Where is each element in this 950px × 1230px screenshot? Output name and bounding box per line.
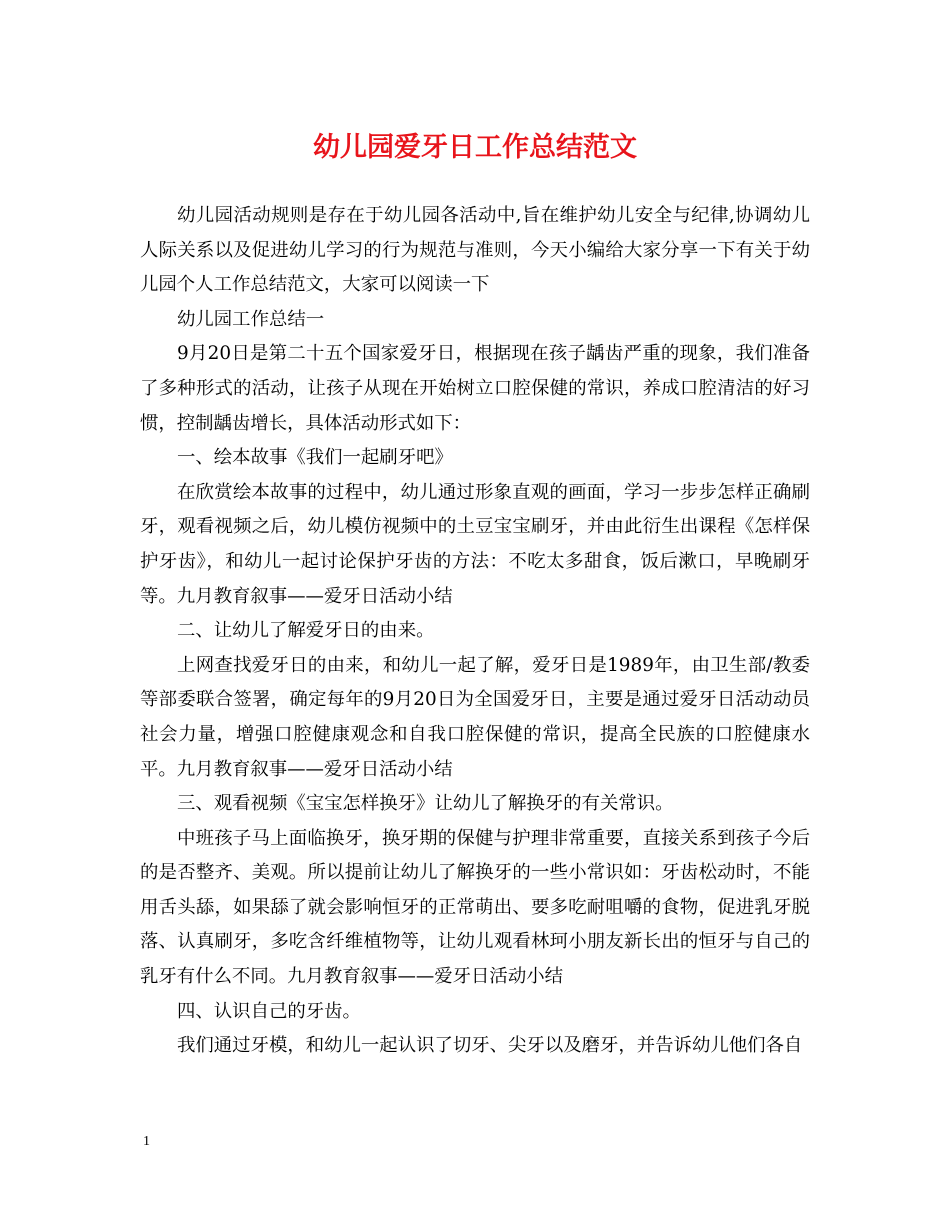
page-number: 1 xyxy=(143,1134,150,1149)
paragraph-origin: 上网查找爱牙日的由来，和幼儿一起了解，爱牙日是1989年，由卫生部/教委等部委联合签署，确定每年的9月20日为全国爱牙日，主要是通过爱牙日活动动员社会力量，增强口腔健康观念和自我口腔保健的常识，提高全民族的口腔健康水平。九月教育叙事——爱牙日活动小结 xyxy=(140,654,810,780)
paragraph-picture-book: 在欣赏绘本故事的过程中，幼儿通过形象直观的画面，学习一步步怎样正确刷牙，观看视频之后，幼儿模仿视频中的土豆宝宝刷牙，并由此衍生出课程《怎样保护牙齿》，和幼儿一起讨论保护牙齿的方法：不吃太多甜食，饭后漱口，早晚刷牙等。九月教育叙事——爱牙日活动小结 xyxy=(140,481,810,607)
section-heading-origin: 二、让幼儿了解爱牙日的由来。 xyxy=(177,620,435,642)
section-heading-picture-book: 一、绘本故事《我们一起刷牙吧》 xyxy=(177,447,453,469)
section-heading-summary-one: 幼儿园工作总结一 xyxy=(177,308,325,330)
document-title: 幼儿园爱牙日工作总结范文 xyxy=(313,132,637,163)
paragraph-tooth-day: 9月20日是第二十五个国家爱牙日，根据现在孩子龋齿严重的现象，我们准备了多种形式的活动，让孩子从现在开始树立口腔保健的常识，养成口腔清洁的好习惯，控制龋齿增长，具体活动形式如下： xyxy=(140,343,810,434)
section-heading-video: 三、观看视频《宝宝怎样换牙》让幼儿了解换牙的有关常识。 xyxy=(177,793,674,815)
section-heading-teeth: 四、认识自己的牙齿。 xyxy=(177,1000,361,1022)
document-body xyxy=(140,199,810,1064)
paragraph-video: 中班孩子马上面临换牙，换牙期的保健与护理非常重要，直接关系到孩子今后的是否整齐、美观。所以提前让幼儿了解换牙的一些小常识如：牙齿松动时，不能用舌头舔，如果舔了就会影响恒牙的正常萌出、要多吃耐咀嚼的食物，促进乳牙脱落、认真刷牙，多吃含纤维植物等，让幼儿观看林珂小朋友新长出的恒牙与自己的乳牙有什么不同。九月教育叙事——爱牙日活动小结 xyxy=(140,827,810,988)
paragraph-teeth: 我们通过牙模，和幼儿一起认识了切牙、尖牙以及磨牙，并告诉幼儿他们各自 xyxy=(177,1035,803,1057)
paragraph-intro: 幼儿园活动规则是存在于幼儿园各活动中,旨在维护幼儿安全与纪律,协调幼儿人际关系以及促进幼儿学习的行为规范与准则，今天小编给大家分享一下有关于幼儿园个人工作总结范文，大家可以阅读一下 xyxy=(140,205,810,296)
